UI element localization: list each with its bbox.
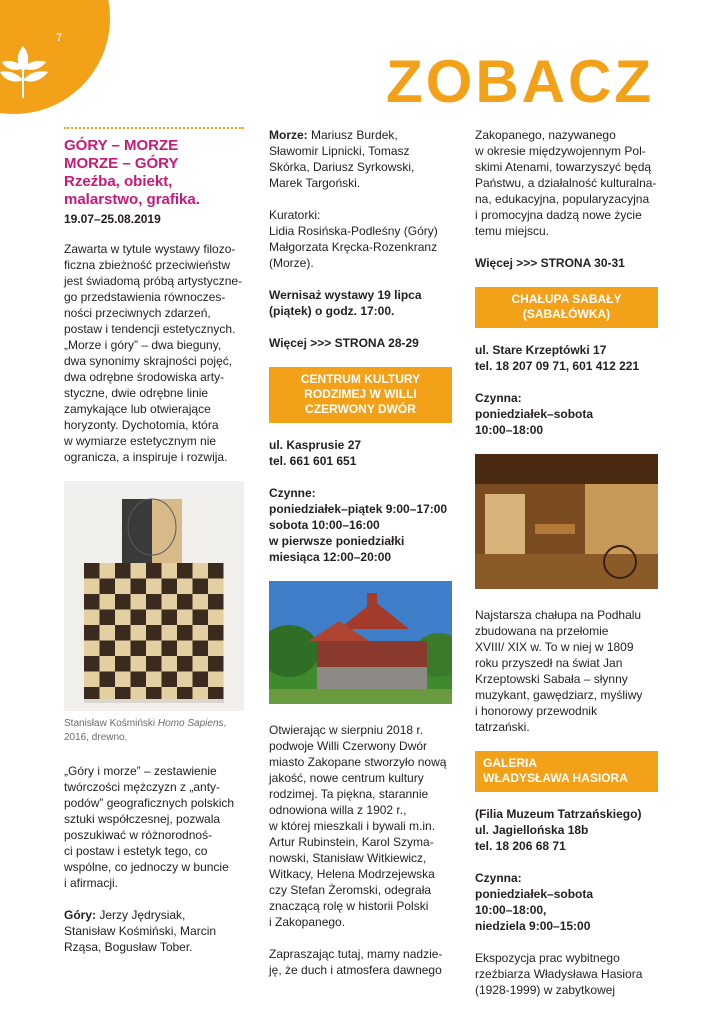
more-link[interactable]: Więcej >>> STRONA 28-29 bbox=[269, 336, 419, 350]
venue-address: ul. Kasprusie 27 tel. 661 601 651 bbox=[269, 438, 362, 468]
dotted-divider bbox=[64, 127, 244, 129]
hasior-hours: Czynna: poniedziałek–sobota 10:00–18:00, niedziela 9:00–15:00 bbox=[475, 871, 594, 933]
gory-artists: Góry: Jerzy Jędrysiak, Stanisław Kośmiński, Marcin Rząsa, Bogusław Tober. bbox=[64, 908, 217, 954]
sabalowka-description: Najstarsza chałupa na Podhalu zbudowana na przełomie XVIII/ XIX w. To w niej w 1809 roku przyszedł na świat Jan Krzeptowski Sabała – słynny muzykant, gawędziarz, myśliwy i honorowy przewodnik tatrzański. bbox=[475, 608, 643, 734]
morze-artists: Morze: Mariusz Burdek, Sławomir Lipnicki, Tomasz Skórka, Dariusz Syrkowski, Marek Targoński. bbox=[269, 128, 415, 190]
sabalowka-address: ul. Stare Krzeptówki 17 tel. 18 207 09 71, 601 412 221 bbox=[475, 343, 640, 373]
venue-hours: Czynne: poniedziałek–piątek 9:00–17:00 sobota 10:00–16:00 w pierwsze poniedziałki miesiąca 12:00–20:00 bbox=[269, 486, 448, 564]
venue-box-czerwony-dwor: CENTRUM KULTURY RODZIMEJ W WILLI CZERWONY DWÓR bbox=[269, 367, 452, 423]
artwork-caption: Stanisław Kośmiński Homo Sapiens, 2016, drewno. bbox=[64, 718, 227, 743]
villa-photo bbox=[269, 581, 452, 704]
column-2 bbox=[269, 127, 452, 994]
more-link-2[interactable]: Więcej >>> STRONA 30-31 bbox=[475, 256, 625, 270]
intro-paragraph: Zawarta w tytule wystawy filozo- ficzna zbieżność przeciwieństw jest świadomą próbą artystyczne- go przedstawienia równoczes- ności przeciwnych zdarzeń, postaw i tendencji estetycznych. „Morze i góry” – dwa bieguny, dwa synonimy skrajności pojęć, dwa odrębne środowiska arty- styczne, dwie odrębne linie zamykające lub otwierające horyzonty. Dychotomia, która w wymiarze estetycznym nie ogranicza, a inspiruje i rozwija. bbox=[64, 242, 243, 464]
opening-info: Wernisaż wystawy 19 lipca (piątek) o godz. 17:00. bbox=[269, 288, 422, 318]
sabalowka-hours: Czynna: poniedziałek–sobota 10:00–18:00 bbox=[475, 391, 594, 437]
exhibition-heading: GÓRY – MORZE MORZE – GÓRY Rzeźba, obiekt, malarstwo, grafika. bbox=[64, 137, 200, 208]
second-paragraph: „Góry i morze” – zestawienie twórczości mężczyzn z „anty- podów” geograficznych polskich sztuki współczesnej, pozwala poszukiwać w różnorodnoś- ci postaw i estetyk tego, co wspólne, co jednoczy w buncie i afirmacji. bbox=[64, 764, 235, 890]
hasior-address: (Filia Muzeum Tatrzańskiego) ul. Jagiellońska 18b tel. 18 206 68 71 bbox=[475, 807, 642, 853]
venue-box-sabalowka: CHAŁUPA SABAŁY (SABAŁÓWKA) bbox=[475, 287, 658, 328]
interior-photo bbox=[475, 454, 658, 589]
leaf-logo-icon bbox=[0, 38, 56, 102]
artwork-photo bbox=[64, 481, 244, 711]
column-3 bbox=[475, 127, 658, 1014]
villa-description-cont: Zapraszając tutaj, mamy nadzie- ję, że duch i atmosfera dawnego bbox=[269, 947, 443, 977]
page-number: 7 bbox=[56, 32, 63, 44]
villa-description: Otwierając w sierpniu 2018 r. podwoje Willi Czerwony Dwór miasto Zakopane stworzyło nową jakość, nowe centrum kultury rodzimej. Ta piękna, starannie odnowiona willa z 1902 r., w której mieszkali i bywali m.in. Artur Rubinstein, Karol Szyma- nowski, Stanisław Witkiewicz, Witkacy, Helena Modrzejewska czy Stefan Żeromski, odegrała znaczącą rolę w historii Polski i Zakopanego. bbox=[269, 723, 447, 929]
villa-description-end: Zakopanego, nazywanego w okresie międzywojennym Pol- skimi Atenami, towarzyszyć będą Państwu, a działalność kulturalna- na, edukacyjna, popularyzacyjna i promocyjna dadzą nowe życie temu miejscu. bbox=[475, 128, 657, 238]
hasior-description: Ekspozycja prac wybitnego rzeźbiarza Władysława Hasiora (1928-1999) w zabytkowej bbox=[475, 951, 643, 997]
curators: Kuratorki: Lidia Rosińska-Podleśny (Góry) Małgorzata Kręcka-Rozenkranz (Morze). bbox=[269, 208, 438, 270]
page-title: ZOBACZ bbox=[386, 48, 654, 115]
column-1 bbox=[64, 127, 244, 971]
exhibition-dates: 19.07–25.08.2019 bbox=[64, 212, 161, 226]
venue-box-hasior: GALERIA WŁADYSŁAWA HASIORA bbox=[475, 751, 658, 792]
